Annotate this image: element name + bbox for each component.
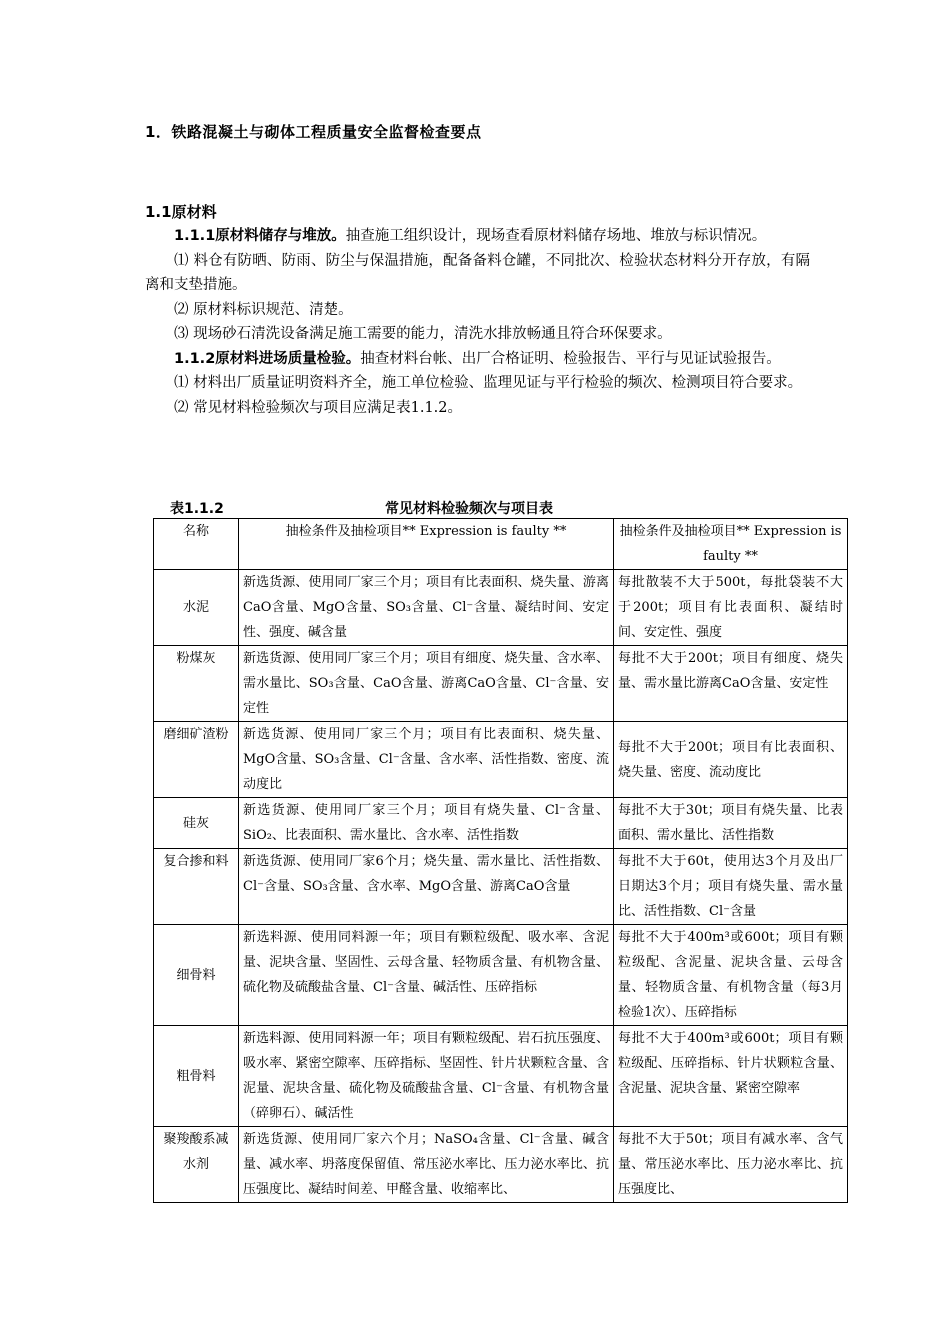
row-col-a: 新选货源、使用同厂家六个月；NaSO₄含量、Cl⁻含量、碱含量、减水率、坍落度保留值、常压泌水率比、压力泌水率比、抗压强度比、凝结时间差、甲醛含量、收缩率比、 [239, 1127, 614, 1203]
table-row [154, 722, 848, 798]
row-name: 磨细矿渣粉 [154, 722, 239, 798]
row-col-a: 新选料源、使用同料源一年；项目有颗粒级配、吸水率、含泥量、泥块含量、坚固性、云母含量、轻物质含量、有机物含量、硫化物及硫酸盐含量、Cl⁻含量、碱活性、压碎指标 [239, 925, 614, 1026]
body-text [145, 224, 810, 420]
table-row [154, 925, 848, 1026]
row-name: 细骨料 [154, 925, 239, 1026]
table-row [154, 798, 848, 849]
subsection-title-1-1-2: 1.1.2原材料进场质量检验。 [174, 350, 361, 367]
row-col-b: 每批不大于200t；项目有细度、烧失量、需水量比游离CaO含量、安定性 [614, 646, 848, 722]
row-name: 粉煤灰 [154, 646, 239, 722]
row-name: 复合掺和料 [154, 849, 239, 925]
table-row [154, 1127, 848, 1203]
row-col-a: 新选料源、使用同料源一年；项目有颗粒级配、岩石抗压强度、吸水率、紧密空隙率、压碎指标、坚固性、针片状颗粒含量、含泥量、泥块含量、硫化物及硫酸盐含量、Cl⁻含量、有机物含量（碎卵石）、碱活性 [239, 1026, 614, 1127]
list-item: ⑵ 常见材料检验频次与项目应满足表1.1.2。 [174, 399, 463, 416]
row-col-a: 新选货源、使用同厂家三个月；项目有烧失量、Cl⁻含量、SiO₂、比表面积、需水量比、含水率、活性指数 [239, 798, 614, 849]
table-number: 表1.1.2 [170, 501, 224, 517]
row-col-a: 新选货源、使用同厂家三个月；项目有比表面积、烧失量、MgO含量、SO₃含量、Cl⁻含量、含水率、活性指数、密度、流动度比 [239, 722, 614, 798]
list-item: ⑵ 原材料标识规范、清楚。 [174, 301, 353, 318]
row-col-b: 每批不大于50t；项目有减水率、含气量、常压泌水率比、压力泌水率比、抗压强度比、 [614, 1127, 848, 1203]
list-item: ⑴ 料仓有防晒、防雨、防尘与保温措施，配备备料仓罐，不同批次、检验状态材料分开存放，有隔离和支垫措施。 [145, 252, 810, 293]
table-row [154, 849, 848, 925]
row-col-b: 每批不大于60t，使用达3个月及出厂日期达3个月；项目有烧失量、需水量比、活性指数、Cl⁻含量 [614, 849, 848, 925]
row-name: 粗骨料 [154, 1026, 239, 1127]
list-item: ⑶ 现场砂石清洗设备满足施工需要的能力，清洗水排放畅通且符合环保要求。 [174, 326, 672, 342]
header-col-a: 抽检条件及抽检项目** Expression is faulty ** [239, 519, 614, 570]
subsection-text-1-1-1: 抽查施工组织设计，现场查看原材料储存场地、堆放与标识情况。 [345, 228, 767, 244]
table-row [154, 570, 848, 646]
row-name: 硅灰 [154, 798, 239, 849]
header-col-b: 抽检条件及抽检项目** Expression is faulty ** [614, 519, 848, 570]
inspection-table [153, 518, 848, 1203]
table-header-row [154, 519, 848, 570]
table-row [154, 646, 848, 722]
row-name: 聚羧酸系减水剂 [154, 1127, 239, 1203]
row-name: 水泥 [154, 570, 239, 646]
paragraph-1-1-1 [145, 224, 810, 249]
subsection-text-1-1-2: 抽查材料台帐、出厂合格证明、检验报告、平行与见证试验报告。 [360, 350, 781, 367]
row-col-b: 每批不大于400m³或600t；项目有颗粒级配、压碎指标、针片状颗粒含量、含泥量、泥块含量、紧密空隙率 [614, 1026, 848, 1127]
header-name: 名称 [154, 519, 239, 570]
paragraph-1-1-2 [145, 347, 810, 372]
list-item: ⑴ 材料出厂质量证明资料齐全，施工单位检验、监理见证与平行检验的频次、检测项目符合要求。 [174, 375, 803, 391]
row-col-a: 新选货源、使用同厂家三个月；项目有细度、烧失量、含水率、需水量比、SO₃含量、CaO含量、游离CaO含量、Cl⁻含量、安定性 [239, 646, 614, 722]
row-col-a: 新选货源、使用同厂家6个月；烧失量、需水量比、活性指数、Cl⁻含量、SO₃含量、含水率、MgO含量、游离CaO含量 [239, 849, 614, 925]
row-col-b: 每批不大于400m³或600t；项目有颗粒级配、含泥量、泥块含量、云母含量、轻物质含量、有机物含量（每3月检验1次）、压碎指标 [614, 925, 848, 1026]
section-heading-1: 1．铁路混凝土与砌体工程质量安全监督检查要点 [145, 123, 482, 141]
section-heading-1-1: 1.1原材料 [145, 203, 217, 221]
row-col-a: 新选货源、使用同厂家三个月；项目有比表面积、烧失量、游离CaO含量、MgO含量、SO₃含量、Cl⁻含量、凝结时间、安定性、强度、碱含量 [239, 570, 614, 646]
subsection-title-1-1-1: 1.1.1原材料储存与堆放。 [174, 228, 346, 244]
row-col-b: 每批散装不大于500t，每批袋装不大于200t；项目有比表面积、凝结时间、安定性、强度 [614, 570, 848, 646]
table-title: 常见材料检验频次与项目表 [385, 501, 553, 517]
row-col-b: 每批不大于200t；项目有比表面积、烧失量、密度、流动度比 [614, 722, 848, 798]
row-col-b: 每批不大于30t；项目有烧失量、比表面积、需水量比、活性指数 [614, 798, 848, 849]
table-row [154, 1026, 848, 1127]
